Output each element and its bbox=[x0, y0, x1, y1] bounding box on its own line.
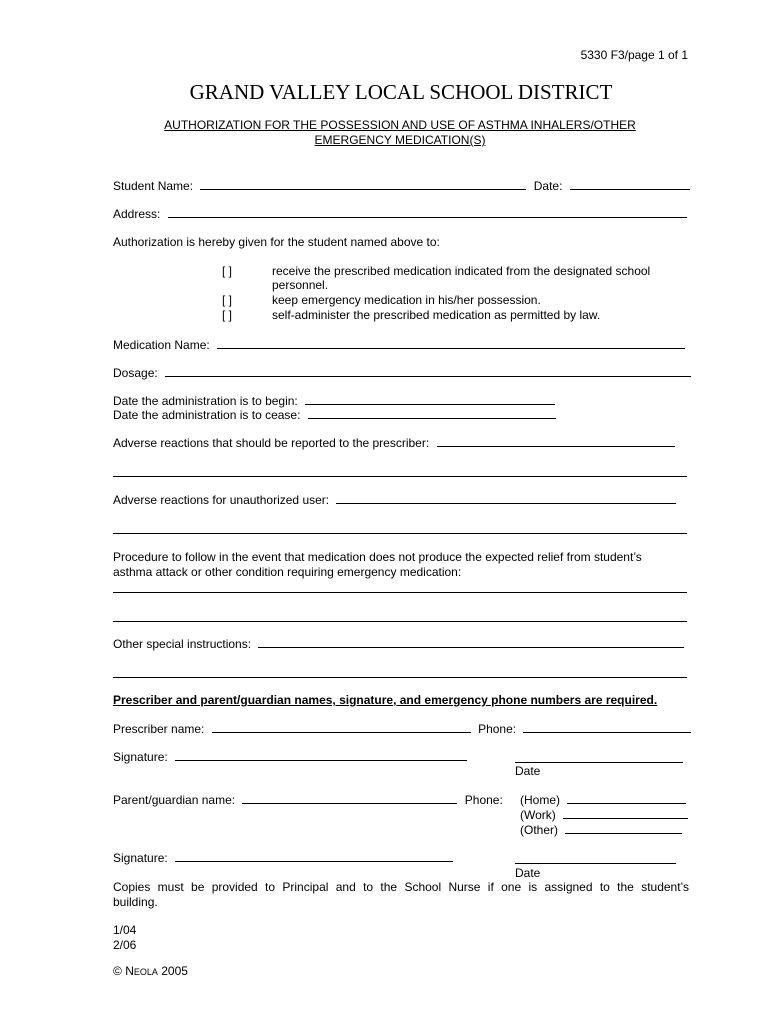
date-label: Date: bbox=[533, 179, 563, 193]
parent-signature-label: Signature: bbox=[113, 851, 168, 865]
special-instructions-label: Other special instructions: bbox=[113, 637, 252, 651]
option-keep-text: keep emergency medication in his/her possession. bbox=[272, 293, 541, 307]
special-instructions-field[interactable] bbox=[258, 636, 684, 648]
prescriber-phone-label: Phone: bbox=[478, 722, 517, 736]
address-label: Address: bbox=[113, 207, 161, 221]
phone-home-label: (Home) bbox=[520, 793, 561, 807]
revision-date-2: 2/06 bbox=[113, 938, 137, 952]
special-instructions-field-line2[interactable] bbox=[113, 677, 687, 678]
option-receive-checkbox[interactable]: [ ] bbox=[222, 264, 233, 278]
parent-signature-row bbox=[113, 850, 453, 865]
special-instructions-row bbox=[113, 636, 684, 651]
adverse-prescriber-row bbox=[113, 435, 675, 450]
adverse-unauthorized-field[interactable] bbox=[336, 492, 676, 504]
begin-date-field[interactable] bbox=[305, 393, 555, 405]
adverse-unauthorized-row bbox=[113, 492, 676, 507]
procedure-field-line1[interactable] bbox=[113, 592, 687, 593]
form-subtitle-line2: EMERGENCY MEDICATION(S) bbox=[314, 133, 486, 147]
prescriber-phone-field[interactable] bbox=[523, 721, 691, 733]
option-self-administer-checkbox[interactable]: [ ] bbox=[222, 308, 233, 322]
student-name-row bbox=[113, 178, 690, 193]
medication-name-row bbox=[113, 337, 685, 352]
phone-other-label: (Other) bbox=[520, 823, 559, 837]
date-field[interactable] bbox=[570, 178, 690, 190]
cease-date-row bbox=[113, 407, 556, 422]
phone-work-field[interactable] bbox=[563, 807, 688, 819]
medication-name-label: Medication Name: bbox=[113, 338, 210, 352]
revision-date-1: 1/04 bbox=[113, 923, 137, 937]
required-notice: Prescriber and parent/guardian names, signature, and emergency phone numbers are required. bbox=[113, 693, 658, 707]
begin-date-label: Date the administration is to begin: bbox=[113, 394, 298, 408]
prescriber-signature-date-caption: Date bbox=[515, 764, 541, 778]
phone-work-label: (Work) bbox=[520, 808, 556, 822]
procedure-text-line2: asthma attack or other condition requiring emergency medication: bbox=[113, 565, 462, 579]
parent-phone-label: Phone: bbox=[464, 793, 503, 807]
form-subtitle-line1: AUTHORIZATION FOR THE POSSESSION AND USE OF ASTHMA INHALERS/OTHER bbox=[164, 118, 636, 132]
student-name-field[interactable] bbox=[200, 178, 526, 190]
copyright bbox=[113, 964, 188, 979]
copyright-brand: NEOLA bbox=[125, 964, 158, 978]
parent-name-label: Parent/guardian name: bbox=[113, 793, 236, 807]
cease-date-field[interactable] bbox=[308, 407, 556, 419]
copyright-year: 2005 bbox=[161, 964, 188, 978]
page-title: GRAND VALLEY LOCAL SCHOOL DISTRICT bbox=[189, 80, 613, 104]
phone-work-row bbox=[520, 807, 688, 822]
page-reference: 5330 F3/page 1 of 1 bbox=[580, 48, 688, 62]
phone-home-row bbox=[520, 792, 686, 807]
copies-note-line2: building. bbox=[113, 895, 158, 909]
procedure-text-line1: Procedure to follow in the event that medication does not produce the expected relief from student’s bbox=[113, 550, 642, 564]
prescriber-row bbox=[113, 721, 691, 736]
prescriber-signature-date-field[interactable] bbox=[515, 762, 683, 763]
adverse-prescriber-field[interactable] bbox=[437, 435, 675, 447]
begin-date-row bbox=[113, 393, 555, 408]
option-self-administer-text: self-administer the prescribed medication as permitted by law. bbox=[272, 308, 601, 322]
prescriber-name-label: Prescriber name: bbox=[113, 722, 205, 736]
parent-name-field[interactable] bbox=[242, 792, 457, 804]
parent-row bbox=[113, 792, 503, 807]
adverse-unauthorized-label: Adverse reactions for unauthorized user: bbox=[113, 493, 330, 507]
adverse-prescriber-label: Adverse reactions that should be reported to the prescriber: bbox=[113, 436, 430, 450]
address-row bbox=[113, 206, 687, 221]
phone-other-field[interactable] bbox=[565, 822, 682, 834]
prescriber-name-field[interactable] bbox=[212, 721, 471, 733]
student-name-label: Student Name: bbox=[113, 179, 194, 193]
parent-signature-field[interactable] bbox=[175, 850, 453, 862]
copies-note-line1: Copies must be provided to Principal and to the School Nurse if one is assigned to the student’s bbox=[113, 880, 689, 894]
option-keep-checkbox[interactable]: [ ] bbox=[222, 293, 233, 307]
dosage-field[interactable] bbox=[165, 365, 691, 377]
phone-home-field[interactable] bbox=[567, 792, 686, 804]
adverse-prescriber-field-line2[interactable] bbox=[113, 476, 687, 477]
dosage-row bbox=[113, 365, 691, 380]
prescriber-signature-row bbox=[113, 749, 467, 764]
parent-signature-date-caption: Date bbox=[515, 866, 541, 880]
procedure-field-line2[interactable] bbox=[113, 621, 687, 622]
prescriber-signature-label: Signature: bbox=[113, 750, 168, 764]
authorization-text: Authorization is hereby given for the student named above to: bbox=[113, 235, 440, 249]
option-receive-text: receive the prescribed medication indicated from the designated school bbox=[272, 264, 651, 278]
option-receive-text-cont: personnel. bbox=[272, 278, 329, 292]
medication-name-field[interactable] bbox=[217, 337, 685, 349]
address-field[interactable] bbox=[168, 206, 687, 218]
prescriber-signature-field[interactable] bbox=[175, 749, 467, 761]
adverse-unauthorized-field-line2[interactable] bbox=[113, 533, 687, 534]
cease-date-label: Date the administration is to cease: bbox=[113, 408, 301, 422]
copyright-icon: © bbox=[113, 964, 122, 978]
parent-signature-date-field[interactable] bbox=[515, 863, 676, 864]
dosage-label: Dosage: bbox=[113, 366, 158, 380]
phone-other-row bbox=[520, 822, 682, 837]
